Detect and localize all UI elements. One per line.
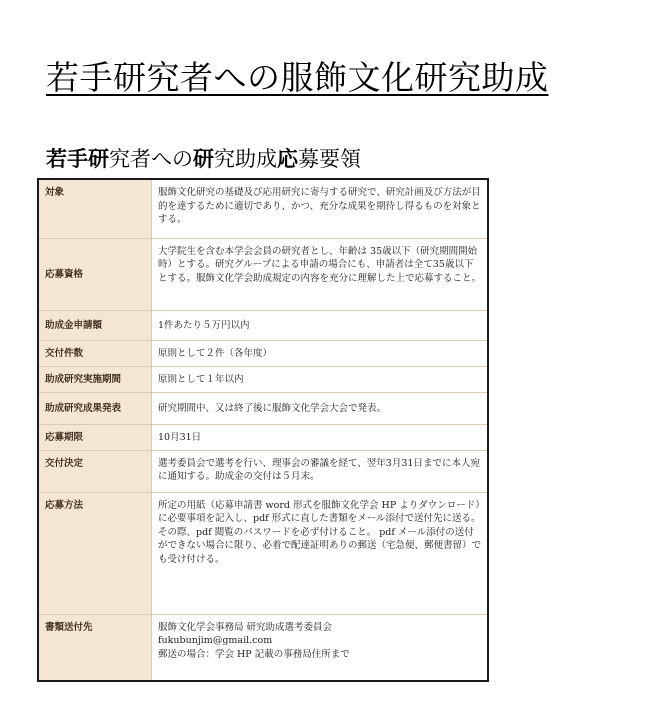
row-value: [152, 450, 488, 492]
row-label: 助成金申請額: [39, 310, 152, 340]
row-value: [152, 492, 488, 614]
section-heading: [46, 145, 361, 173]
row-label: 対象: [39, 180, 152, 238]
row-label: 助成研究成果発表: [39, 392, 152, 424]
table-row: [39, 614, 487, 680]
row-label: 応募資格: [39, 238, 152, 310]
row-label: 交付決定: [39, 450, 152, 492]
heading-part: 応: [277, 147, 298, 171]
row-value: [152, 392, 488, 424]
row-label: 応募期限: [39, 424, 152, 450]
row-value: [152, 366, 488, 392]
row-value: [152, 340, 488, 366]
row-value-text: 1件あたり５万円以内: [158, 320, 250, 332]
row-value-text: 原則として２件（各年度）: [158, 348, 273, 360]
row-value-text: 大学院生を含む本学会会員の研究者とし、年齢は 35歳以下（研究期間開始時）とする。研究グループによる申請の場合にも、申請者は全て35歳以下とする。服飾文化学会助成規定の内容を充分に理解した上で応募すること。: [158, 245, 482, 284]
table-row: [39, 238, 487, 310]
table-row: [39, 180, 487, 238]
table-row: [39, 424, 487, 450]
row-value-text: 所定の用紙（応募申請書 word 形式を服飾文化学会 HP よりダウンロード）に必要事項を記入し、pdf 形式に直した書類をメール添付で送付先に送る。その際、pdf 閲覧のパスワードを必ず付けること。 pdf メール添付の送付ができない場合に限り、必着で配達証明ありの郵送（宅急便、郵便書留）でも受け付ける。: [158, 499, 482, 565]
row-value: [152, 424, 488, 450]
heading-part: 研: [193, 147, 214, 171]
heading-part: 若手研: [46, 147, 109, 171]
guidelines-table: [37, 178, 489, 682]
row-value: [152, 180, 488, 238]
row-value-text: 服飾文化研究の基礎及び応用研究に寄与する研究で、研究計画及び方法が目的を達するために適切であり、かつ、充分な成果を期待し得るものを対象とする。: [158, 187, 481, 225]
row-value: [152, 310, 488, 340]
row-value-text: 原則として１年以内: [158, 374, 244, 386]
row-value: [152, 238, 488, 310]
table-row: [39, 492, 487, 614]
page-title: 若手研究者への服飾文化研究助成: [46, 58, 549, 97]
row-label: 応募方法: [39, 492, 152, 614]
table-row: [39, 450, 487, 492]
table-row: [39, 310, 487, 340]
guidelines-grid: [39, 180, 487, 680]
row-label: 助成研究実施期間: [39, 366, 152, 392]
row-value: [152, 614, 488, 680]
row-label: 書類送付先: [39, 614, 152, 680]
heading-part: 究助成: [214, 147, 277, 171]
heading-part: 究者への: [109, 147, 193, 171]
row-value-text: 選考委員会で選考を行い、理事会の審議を経て、翌年3月31日までに本人宛に通知する。助成金の交付は５月末。: [158, 457, 480, 482]
table-row: [39, 366, 487, 392]
recipient-email: fukubunjim@gmail.com: [158, 635, 273, 646]
recipient-postal-note: 郵送の場合：学会 HP 記載の事務局住所まで: [158, 648, 350, 660]
row-value-text: 10月31日: [158, 432, 202, 444]
recipient-name: 服飾文化学会事務局 研究助成選考委員会: [158, 621, 333, 633]
table-row: [39, 392, 487, 424]
table-row: [39, 340, 487, 366]
row-value-text: 研究期間中、又は終了後に服飾文化学会大会で発表。: [158, 403, 387, 415]
row-label: 交付件数: [39, 340, 152, 366]
heading-part: 募要領: [298, 147, 361, 171]
